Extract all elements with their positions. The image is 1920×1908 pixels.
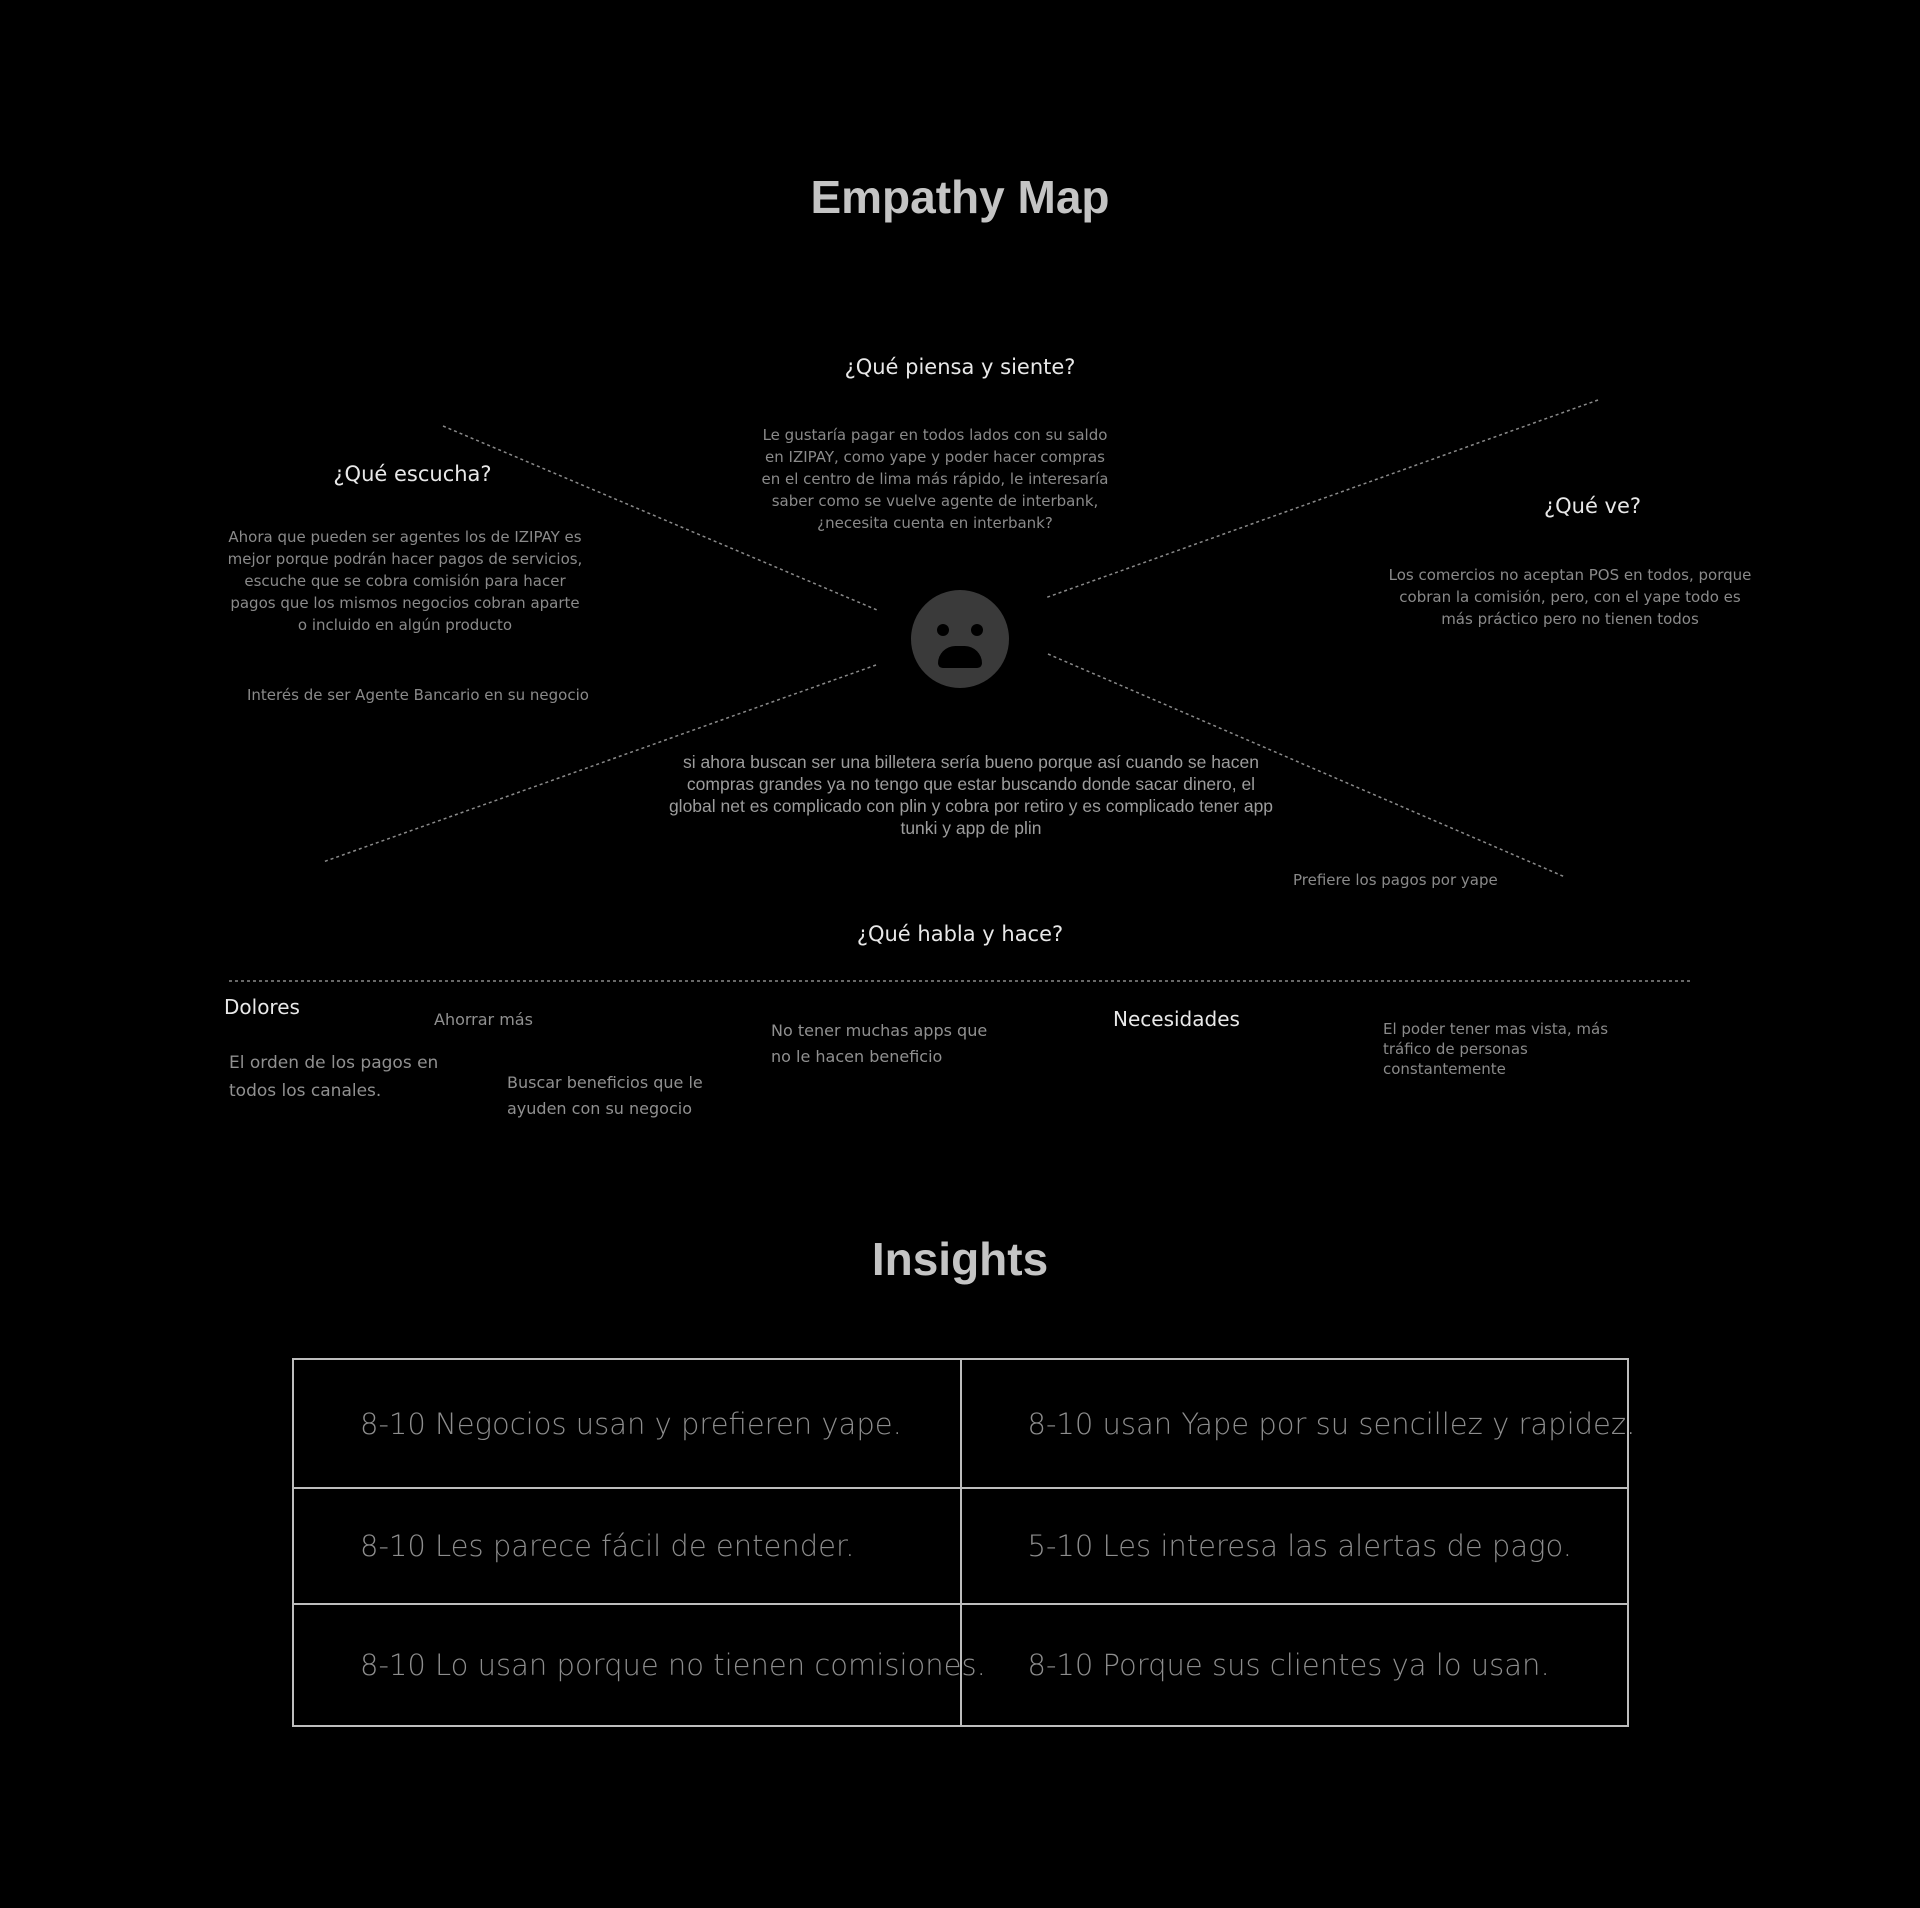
table-row	[293, 1604, 1628, 1726]
dolores-label: Dolores	[224, 995, 300, 1019]
face-right-eye	[971, 624, 983, 636]
face-mouth	[938, 646, 982, 668]
table-row	[293, 1488, 1628, 1604]
dolores-item: No tener muchas apps que no le hacen beneficio	[771, 1021, 988, 1066]
escucha-note: Interés de ser Agente Bancario en su negocio	[247, 686, 589, 704]
insight-cell: 8-10 Negocios usan y prefieren yape.	[293, 1359, 961, 1488]
habla-text: si ahora buscan ser una billetera sería bueno porque así cuando se hacen compras grandes ya no tengo que estar buscando donde sacar dinero, el global net es complicado con plin y cobra por retiro y es complicado tener app tunki y app de plin	[668, 752, 1274, 838]
escucha-text: Ahora que pueden ser agentes los de IZIPAY es mejor porque podrán hacer pagos de servicios, escuche que se cobra comisión para hacer pagos que los mismos negocios cobran aparte o incluido en algún producto	[227, 528, 583, 634]
empathy-map-title: Empathy Map	[810, 171, 1110, 223]
insight-cell: 8-10 Les parece fácil de entender.	[293, 1488, 961, 1604]
table-row	[293, 1359, 1628, 1488]
face-left-eye	[937, 624, 949, 636]
habla-note: Prefiere los pagos por yape	[1293, 871, 1498, 889]
sad-face-icon	[911, 590, 1009, 688]
piensa-heading: ¿Qué piensa y siente?	[844, 355, 1076, 379]
dolores-item: El orden de los pagos en todos los canales.	[229, 1053, 439, 1101]
habla-heading: ¿Qué habla y hace?	[856, 922, 1064, 946]
necesidades-item: El poder tener mas vista, más tráfico de personas constantemente	[1383, 1020, 1609, 1078]
necesidades-label: Necesidades	[1113, 1007, 1240, 1031]
piensa-text: Le gustaría pagar en todos lados con su saldo en IZIPAY, como yape y poder hacer compras en el centro de lima más rápido, le interesaría saber como se vuelve agente de interbank, ¿necesita cuenta en interbank?	[761, 426, 1109, 532]
ve-heading: ¿Qué ve?	[1543, 494, 1642, 518]
dolores-item: Buscar beneficios que le ayuden con su negocio	[507, 1073, 703, 1118]
insights-title: Insights	[871, 1233, 1049, 1285]
ve-text: Los comercios no aceptan POS en todos, porque cobran la comisión, pero, con el yape todo es más práctico pero no tienen todos	[1388, 566, 1752, 628]
escucha-heading: ¿Qué escucha?	[333, 462, 492, 486]
insight-cell: 5-10 Les interesa las alertas de pago.	[961, 1488, 1629, 1604]
insight-cell: 8-10 usan Yape por su sencillez y rapidez.	[961, 1359, 1629, 1488]
insight-cell: 8-10 Lo usan porque no tienen comisiones.	[293, 1604, 961, 1726]
insights-table	[292, 1358, 1636, 1727]
insight-cell: 8-10 Porque sus clientes ya lo usan.	[961, 1604, 1629, 1726]
dolores-item: Ahorrar más	[434, 1010, 533, 1029]
